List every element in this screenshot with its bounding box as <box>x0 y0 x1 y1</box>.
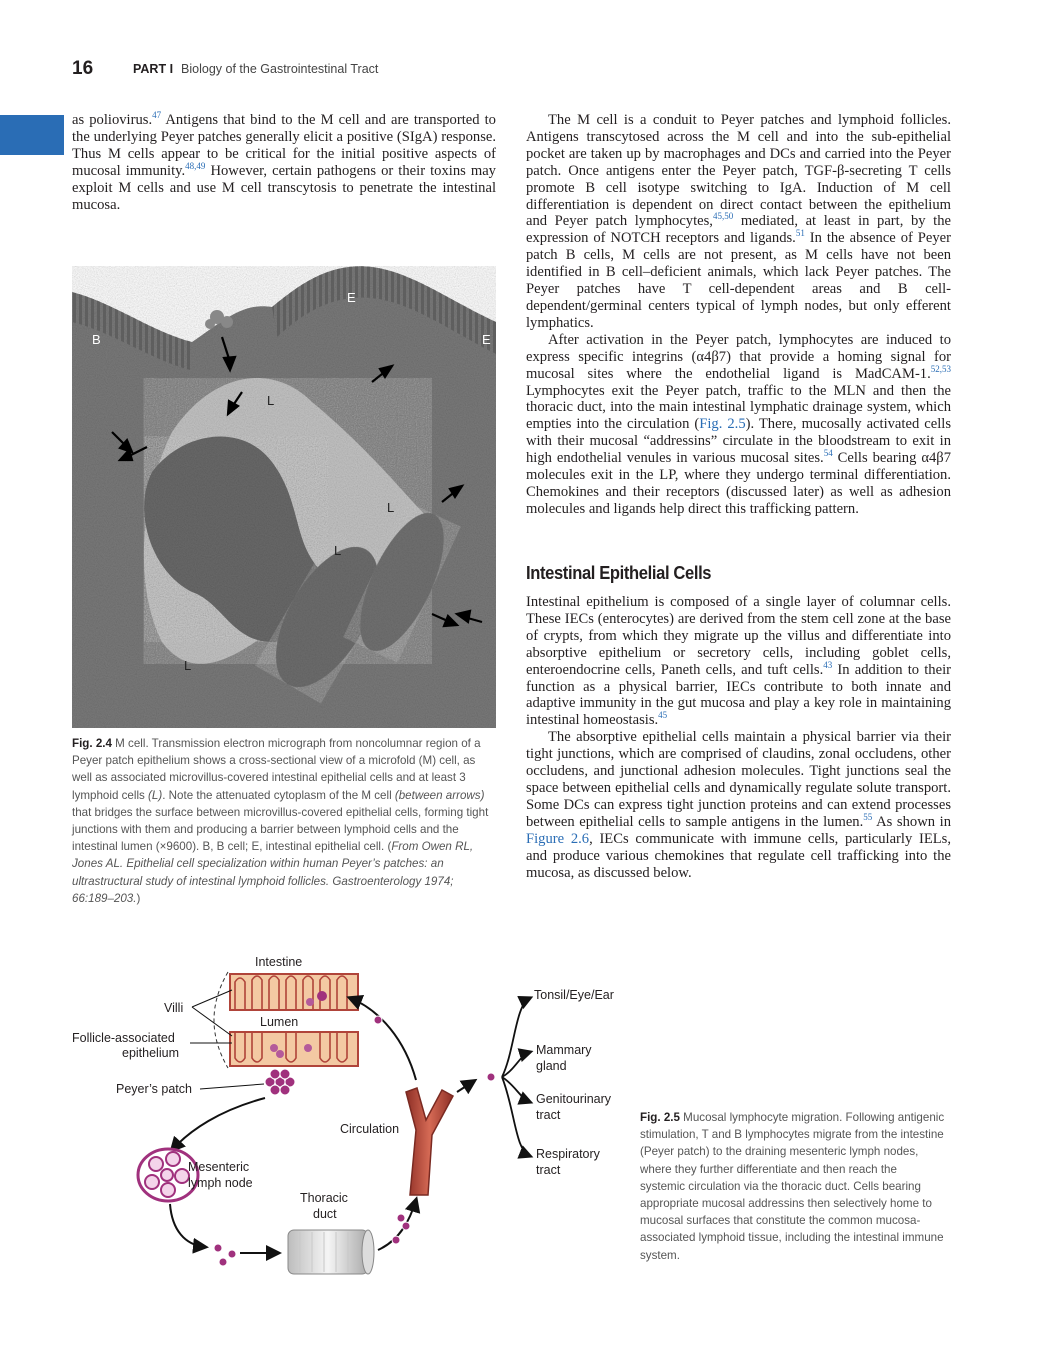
right-column-text-2 <box>526 594 951 881</box>
figure-2-4-caption: Fig. 2.4 M cell. Transmission electron micrograph from noncolumnar region of a Peyer patch epithelium shows a cross-sectional view of a microfold (M) cell, as well as associated microvillus-covered intestinal epithelial cells and at least 3 lymphoid cells (L). Note the attenuated cytoplasm of the M cell (between arrows) that bridges the surface between microvillus-covered epithelial cells, forming tight junctions with them and producing a barrier between lymphoid cells and the intestinal lumen (×9600). B, B cell; E, intestinal epithelial cell. (From Owen RL, Jones AL. Epithelial cell specialization within human Peyer’s patches: an ultrastructural study of intestinal lymphoid follicles. Gastroenterology 1974; 66:189–203.) <box>72 737 489 905</box>
label-lymph-node: lymph node <box>188 1176 253 1190</box>
figure-label: Fig. 2.4 <box>72 737 112 750</box>
citation-ref[interactable]: 51 <box>795 228 805 239</box>
section-title: Biology of the Gastrointestinal Tract <box>181 62 379 76</box>
paragraph: The absorptive epithelial cells maintain a physical barrier via their tight junctions, which are comprised of claudins, zonal occludens, other occludens, and junctional adhesion molecules. Tight junctions seal the space between epithelial cells and dynamically regulate solute transport. Some DCs can express tight junction proteins and can extend processes between epithelial cells to sample antigens in the lumen.$^{55}$ As shown in Figure 2.6, IECs communicate with immune cells, particularly IELs, and produce various chemokines that regulate cell trafficking into the mucosa, as discussed below. <box>526 729 952 881</box>
lymphocyte-migration-diagram <box>60 950 640 1290</box>
label-thoracic: Thoracic <box>300 1191 348 1205</box>
label-gland: gland <box>536 1059 567 1073</box>
label-peyers-patch: Peyer’s patch <box>116 1082 192 1096</box>
label-epithelium: epithelium <box>122 1046 179 1060</box>
citation-ref[interactable]: 52,53 <box>930 363 951 374</box>
label-duct: duct <box>313 1207 337 1221</box>
label-follicle-associated: Follicle-associated <box>72 1031 175 1045</box>
citation-ref[interactable]: 48,49 <box>185 160 206 171</box>
electron-micrograph <box>72 262 496 728</box>
micrograph-label-l: L <box>334 543 342 558</box>
section-heading: Intestinal Epithelial Cells <box>526 563 712 583</box>
label-genitourinary: Genitourinary <box>536 1092 612 1106</box>
micrograph-label-l: L <box>387 500 395 515</box>
paragraph: The M cell is a conduit to Peyer patches and lymphoid follicles. Antigens transcytosed across the M cell and into the sub-epithelial pocket are taken up by macrophages and DCs and carried into the Peyer patch. Once antigens enter the Peyer patch, TGF-β-secreting T cells promote B cell isotype switching to IgA. Induction of M cell differentiation is dependent on direct contact between the epithelium and Peyer patch lymphocytes,$^{45,50}$ mediated, at least in part, by the expression of NOTCH receptors and ligands.$^{51}$ In the absence of Peyer patch B cells, M cells are not present, as M cells have not been identified in B cell–deficient animals, which lack Peyer patches. The Peyer patches have T cell-dependent areas and B cell-dependent/germinal centers typical of lymph nodes, but only efferent lymphatics. <box>526 112 952 331</box>
label-mesenteric: Mesenteric <box>188 1160 250 1174</box>
running-header <box>133 62 378 76</box>
micrograph-label-e: E <box>347 290 356 305</box>
right-column-text <box>526 112 951 518</box>
citation-ref[interactable]: 54 <box>823 448 833 459</box>
paragraph: as poliovirus.$^{47}$ Antigens that bind to the M cell and are transported to the underlying Peyer patches generally elicit a positive (SIgA) response. Thus M cells appear to be critical for the initial positive aspects of mucosal immunity.$^{48,49}$ However, certain pathogens or their toxins may exploit M cells and use M cell transcytosis to penetrate the intestinal mucosa. <box>72 110 496 213</box>
label-lumen: Lumen <box>260 1015 299 1029</box>
label-tract: tract <box>536 1163 561 1177</box>
citation-ref[interactable]: 43 <box>823 659 833 670</box>
left-column-text <box>72 112 496 213</box>
chapter-color-tab <box>0 115 64 155</box>
citation-ref[interactable]: 55 <box>863 811 873 822</box>
label-tract: tract <box>536 1108 561 1122</box>
label-respiratory: Respiratory <box>536 1147 600 1161</box>
figure-link[interactable]: Figure 2.6 <box>526 830 590 847</box>
label-circulation: Circulation <box>340 1122 400 1136</box>
paragraph: Intestinal epithelium is composed of a single layer of columnar cells. These IECs (enterocytes) are derived from the stem cell zone at the base of crypts, from which they migrate up the villus and differentiate into absorptive epithelium or secretory cells, including goblet cells, enteroendocrine cells, Paneth cells, and tuft cells.$^{43}$ In addition to their function as a physical barrier, IECs contribute to both innate and adaptive immunity in the gut mucosa and play a key role in maintaining intestinal homeostasis.$^{45}$ <box>526 594 951 729</box>
micrograph-label-l: L <box>267 393 275 408</box>
figure-link[interactable]: Fig. 2.5 <box>699 416 746 433</box>
page-number: 16 <box>72 58 94 79</box>
micrograph-label-l: L <box>184 658 192 673</box>
label-tonsil-eye-ear: Tonsil/Eye/Ear <box>534 988 614 1002</box>
citation-ref[interactable]: 47 <box>152 110 162 121</box>
paragraph: After activation in the Peyer patch, lymphocytes are induced to express specific integrins (α4β7) that provide a homing signal for mucosal sites where the endothelial ligand is MadCAM-1.$^{52,53}$ Lymphocytes exit the Peyer patch, traffic to the MLN and then the thoracic duct, into the main intestinal lymphatic drainage system, which empties into the circulation (Fig. 2.5). There, mucosally activated cells with their mucosal “addressins” circulate in the bloodstream to exit in high endothelial venules in various mucosal sites.$^{54}$ Cells bearing α4β7 molecules exit in the LP, where they undergo terminal differentiation. Chemokines and their receptors (discussed later) as well as adhesion molecules and ligands help direct this trafficking pattern. <box>526 331 952 517</box>
figure-label: Fig. 2.5 <box>640 1111 680 1124</box>
figure-2-5-caption: Fig. 2.5 Mucosal lymphocyte migration. Following antigenic stimulation, T and B lymphocytes migrate from the intestine (Peyer patch) to the draining mesenteric lymph nodes, where they further differentiate and then reach the systemic circulation via the thoracic duct. Cells bearing appropriate mucosal addressins then selectively home to mucosal surfaces that constitute the common mucosa-associated lymphoid tissue, including the intestinal immune system. <box>640 1111 945 1262</box>
label-villi: Villi <box>164 1001 184 1015</box>
part-label: PART I <box>133 62 174 76</box>
label-mammary: Mammary <box>536 1043 592 1057</box>
micrograph-label-b: B <box>92 332 101 347</box>
label-intestine: Intestine <box>255 955 303 969</box>
citation-ref[interactable]: 45 <box>658 710 668 721</box>
citation-ref[interactable]: 45,50 <box>712 211 734 222</box>
micrograph-label-e: E <box>482 332 491 347</box>
